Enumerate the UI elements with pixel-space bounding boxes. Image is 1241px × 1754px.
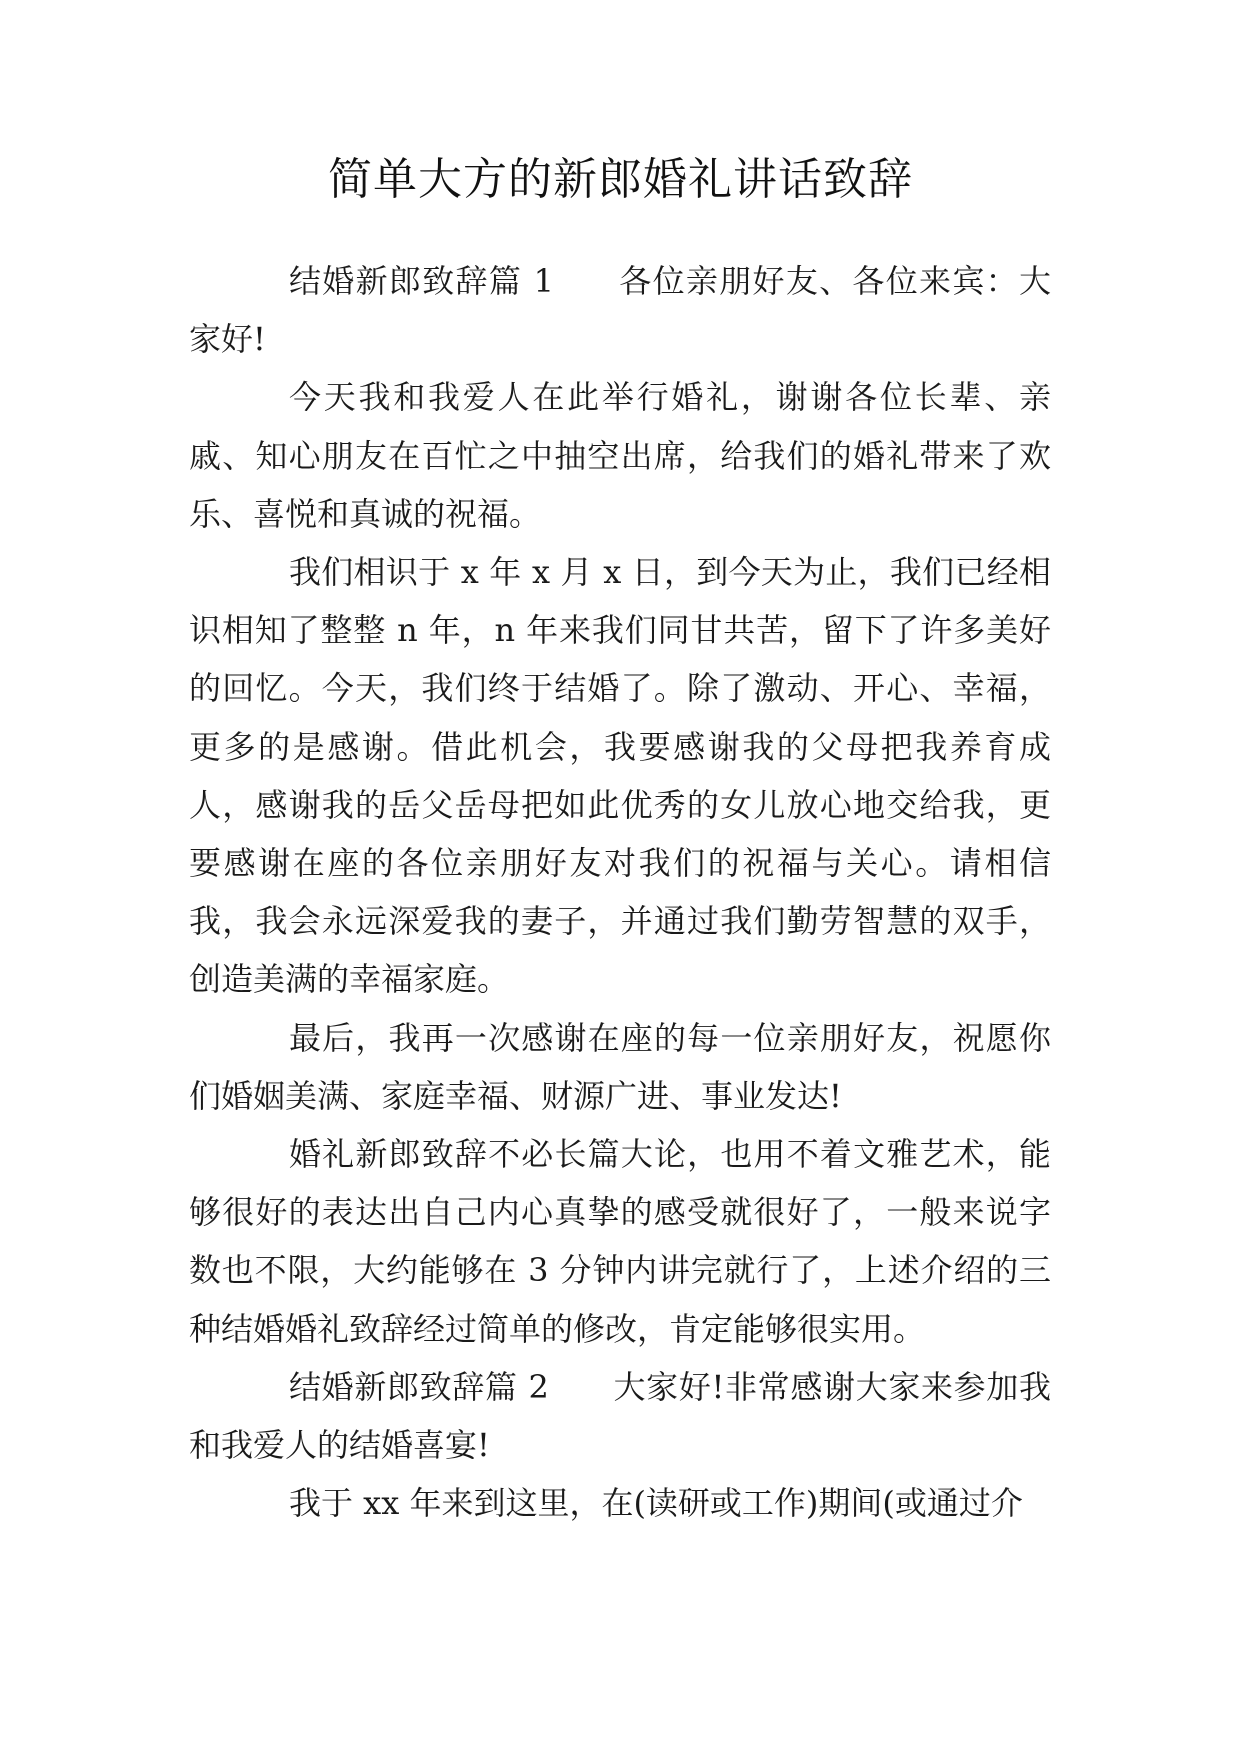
section-1-paragraph <box>189 252 1051 368</box>
body-paragraph: 最后，我再一次感谢在座的每一位亲朋好友，祝愿你们婚姻美满、家庭幸福、财源广进、事业发达! <box>189 1018 1051 1115</box>
section-1-heading: 结婚新郎致辞篇 1 <box>289 262 554 300</box>
section-2-opening: 大家好!非常感谢大家来参加我和我爱人的结婚喜宴! <box>189 1367 1051 1465</box>
document-body <box>189 252 1051 1532</box>
section-1-opening: 各位亲朋好友、各位来宾：大家好! <box>189 262 1051 359</box>
body-paragraph: 我于 xx 年来到这里，在(读研或工作)期间(或通过介 <box>289 1484 1023 1523</box>
body-paragraph: 婚礼新郎致辞不必长篇大论，也用不着文雅艺术，能够很好的表达出自己内心真挚的感受就很好了，一般来说字数也不限，大约能够在 3 分钟内讲完就行了，上述介绍的三种结婚婚礼致辞经过简单的修改，肯定能够很实用。 <box>189 1135 1051 1348</box>
body-paragraph: 今天我和我爱人在此举行婚礼，谢谢各位长辈、亲戚、知心朋友在百忙之中抽空出席，给我们的婚礼带来了欢乐、喜悦和真诚的祝福。 <box>189 378 1051 533</box>
section-2-heading: 结婚新郎致辞篇 2 <box>289 1367 549 1406</box>
document-title: 简单大方的新郎婚礼讲话致辞 <box>328 154 913 205</box>
body-paragraph: 我们相识于 x 年 x 月 x 日，到今天为止，我们已经相识相知了整整 n 年，n 年来我们同甘共苦，留下了许多美好的回忆。今天，我们终于结婚了。除了激动、开心、幸福，更多的是感谢。借此机会，我要感谢我的父母把我养育成人，感谢我的岳父岳母把如此优秀的女儿放心地交给我，更要感谢在座的各位亲朋好友对我们的祝福与关心。请相信我，我会永远深爱我的妻子，并通过我们勤劳智慧的双手，创造美满的幸福家庭。 <box>189 553 1051 999</box>
section-2-paragraph <box>189 1358 1051 1474</box>
